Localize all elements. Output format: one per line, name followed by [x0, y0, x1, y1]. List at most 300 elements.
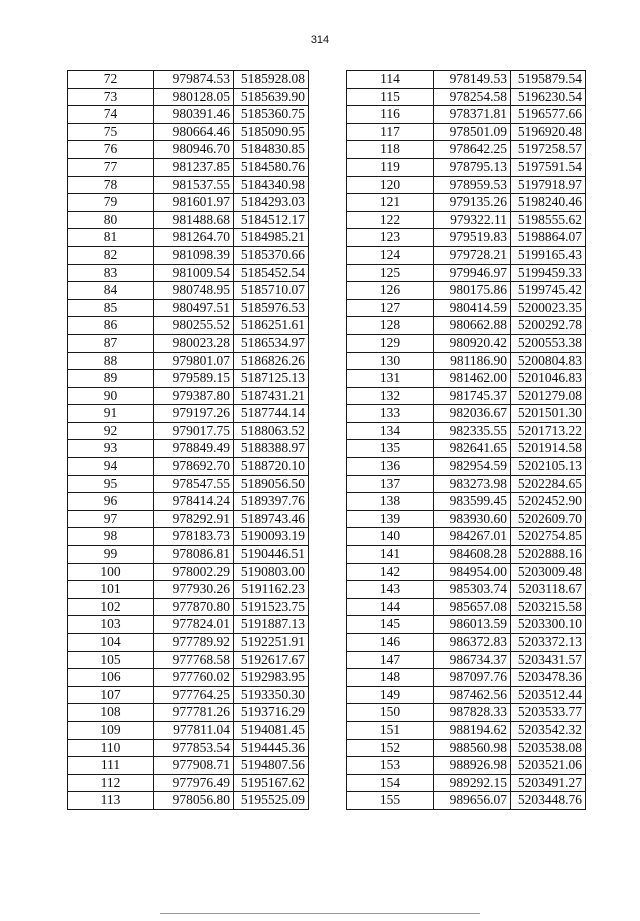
x-coordinate-cell: 980414.59: [434, 299, 511, 317]
table-row: [68, 405, 309, 423]
table-row: [68, 194, 309, 212]
point-number-cell: 130: [347, 352, 434, 370]
y-coordinate-cell: 5202754.85: [511, 528, 586, 546]
y-coordinate-cell: 5201713.22: [511, 422, 586, 440]
table-row: [68, 669, 309, 687]
point-number-cell: 148: [347, 669, 434, 687]
y-coordinate-cell: 5201046.83: [511, 370, 586, 388]
point-number-cell: 99: [68, 546, 154, 564]
table-row: [68, 598, 309, 616]
y-coordinate-cell: 5185639.90: [234, 88, 309, 106]
point-number-cell: 97: [68, 510, 154, 528]
point-number-cell: 133: [347, 405, 434, 423]
y-coordinate-cell: 5203533.77: [511, 704, 586, 722]
x-coordinate-cell: 980664.46: [154, 123, 234, 141]
point-number-cell: 122: [347, 211, 434, 229]
table-row: [68, 458, 309, 476]
table-row: [347, 123, 586, 141]
x-coordinate-cell: 980255.52: [154, 317, 234, 335]
x-coordinate-cell: 988194.62: [434, 721, 511, 739]
point-number-cell: 105: [68, 651, 154, 669]
table-row: [347, 176, 586, 194]
y-coordinate-cell: 5199459.33: [511, 264, 586, 282]
y-coordinate-cell: 5199745.42: [511, 282, 586, 300]
point-number-cell: 85: [68, 299, 154, 317]
y-coordinate-cell: 5203448.76: [511, 792, 586, 810]
y-coordinate-cell: 5196577.66: [511, 106, 586, 124]
point-number-cell: 146: [347, 634, 434, 652]
y-coordinate-cell: 5185090.95: [234, 123, 309, 141]
x-coordinate-cell: 986734.37: [434, 651, 511, 669]
x-coordinate-cell: 981462.00: [434, 370, 511, 388]
y-coordinate-cell: 5200292.78: [511, 317, 586, 335]
table-row: [347, 669, 586, 687]
coordinates-table-left: [67, 70, 309, 810]
table-row: [347, 721, 586, 739]
x-coordinate-cell: 982641.65: [434, 440, 511, 458]
point-number-cell: 84: [68, 282, 154, 300]
table-row: [68, 141, 309, 159]
y-coordinate-cell: 5184340.98: [234, 176, 309, 194]
point-number-cell: 123: [347, 229, 434, 247]
y-coordinate-cell: 5189056.50: [234, 475, 309, 493]
point-number-cell: 139: [347, 510, 434, 528]
x-coordinate-cell: 979589.15: [154, 370, 234, 388]
x-coordinate-cell: 980946.70: [154, 141, 234, 159]
y-coordinate-cell: 5185976.53: [234, 299, 309, 317]
point-number-cell: 109: [68, 721, 154, 739]
y-coordinate-cell: 5184580.76: [234, 158, 309, 176]
table-row: [347, 264, 586, 282]
point-number-cell: 118: [347, 141, 434, 159]
point-number-cell: 101: [68, 581, 154, 599]
x-coordinate-cell: 981264.70: [154, 229, 234, 247]
x-coordinate-cell: 980023.28: [154, 334, 234, 352]
table-row: [347, 88, 586, 106]
table-row: [347, 440, 586, 458]
table-row: [68, 651, 309, 669]
x-coordinate-cell: 983273.98: [434, 475, 511, 493]
point-number-cell: 75: [68, 123, 154, 141]
y-coordinate-cell: 5197258.57: [511, 141, 586, 159]
table-row: [347, 634, 586, 652]
y-coordinate-cell: 5189397.76: [234, 493, 309, 511]
point-number-cell: 92: [68, 422, 154, 440]
point-number-cell: 154: [347, 774, 434, 792]
x-coordinate-cell: 980748.95: [154, 282, 234, 300]
y-coordinate-cell: 5192983.95: [234, 669, 309, 687]
y-coordinate-cell: 5197918.97: [511, 176, 586, 194]
y-coordinate-cell: 5191162.23: [234, 581, 309, 599]
point-number-cell: 110: [68, 739, 154, 757]
y-coordinate-cell: 5186826.26: [234, 352, 309, 370]
x-coordinate-cell: 987462.56: [434, 686, 511, 704]
point-number-cell: 108: [68, 704, 154, 722]
point-number-cell: 98: [68, 528, 154, 546]
table-row: [68, 352, 309, 370]
x-coordinate-cell: 978795.13: [434, 158, 511, 176]
x-coordinate-cell: 983930.60: [434, 510, 511, 528]
x-coordinate-cell: 978501.09: [434, 123, 511, 141]
table-row: [347, 158, 586, 176]
table-row: [347, 282, 586, 300]
point-number-cell: 136: [347, 458, 434, 476]
point-number-cell: 143: [347, 581, 434, 599]
table-row: [347, 757, 586, 775]
point-number-cell: 89: [68, 370, 154, 388]
y-coordinate-cell: 5203521.06: [511, 757, 586, 775]
point-number-cell: 81: [68, 229, 154, 247]
y-coordinate-cell: 5203478.36: [511, 669, 586, 687]
table-row: [347, 792, 586, 810]
y-coordinate-cell: 5192251.91: [234, 634, 309, 652]
y-coordinate-cell: 5203431.57: [511, 651, 586, 669]
y-coordinate-cell: 5202609.70: [511, 510, 586, 528]
x-coordinate-cell: 977853.54: [154, 739, 234, 757]
x-coordinate-cell: 978692.70: [154, 458, 234, 476]
table-row: [68, 792, 309, 810]
page-number: 314: [310, 34, 330, 46]
x-coordinate-cell: 979017.75: [154, 422, 234, 440]
table-row: [347, 141, 586, 159]
point-number-cell: 129: [347, 334, 434, 352]
table-row: [347, 739, 586, 757]
table-row: [347, 510, 586, 528]
point-number-cell: 88: [68, 352, 154, 370]
x-coordinate-cell: 977976.49: [154, 774, 234, 792]
table-row: [68, 581, 309, 599]
x-coordinate-cell: 978849.49: [154, 440, 234, 458]
x-coordinate-cell: 981098.39: [154, 246, 234, 264]
y-coordinate-cell: 5201501.30: [511, 405, 586, 423]
point-number-cell: 93: [68, 440, 154, 458]
y-coordinate-cell: 5190803.00: [234, 563, 309, 581]
point-number-cell: 96: [68, 493, 154, 511]
bottom-rule: [160, 913, 480, 914]
point-number-cell: 83: [68, 264, 154, 282]
y-coordinate-cell: 5193716.29: [234, 704, 309, 722]
x-coordinate-cell: 977789.92: [154, 634, 234, 652]
x-coordinate-cell: 977760.02: [154, 669, 234, 687]
point-number-cell: 91: [68, 405, 154, 423]
point-number-cell: 104: [68, 634, 154, 652]
table-row: [347, 246, 586, 264]
table-row: [347, 422, 586, 440]
x-coordinate-cell: 984267.01: [434, 528, 511, 546]
x-coordinate-cell: 989292.15: [434, 774, 511, 792]
point-number-cell: 100: [68, 563, 154, 581]
table-row: [347, 475, 586, 493]
point-number-cell: 90: [68, 387, 154, 405]
point-number-cell: 73: [68, 88, 154, 106]
x-coordinate-cell: 980662.88: [434, 317, 511, 335]
point-number-cell: 141: [347, 546, 434, 564]
table-row: [347, 299, 586, 317]
y-coordinate-cell: 5188720.10: [234, 458, 309, 476]
x-coordinate-cell: 985303.74: [434, 581, 511, 599]
table-row: [68, 422, 309, 440]
table-row: [347, 686, 586, 704]
y-coordinate-cell: 5190093.19: [234, 528, 309, 546]
y-coordinate-cell: 5190446.51: [234, 546, 309, 564]
x-coordinate-cell: 977768.58: [154, 651, 234, 669]
x-coordinate-cell: 981488.68: [154, 211, 234, 229]
table-row: [68, 106, 309, 124]
point-number-cell: 125: [347, 264, 434, 282]
x-coordinate-cell: 981601.97: [154, 194, 234, 212]
x-coordinate-cell: 979387.80: [154, 387, 234, 405]
y-coordinate-cell: 5202105.13: [511, 458, 586, 476]
point-number-cell: 80: [68, 211, 154, 229]
table-row: [68, 563, 309, 581]
point-number-cell: 103: [68, 616, 154, 634]
x-coordinate-cell: 978086.81: [154, 546, 234, 564]
point-number-cell: 111: [68, 757, 154, 775]
table-row: [68, 370, 309, 388]
x-coordinate-cell: 983599.45: [434, 493, 511, 511]
x-coordinate-cell: 982954.59: [434, 458, 511, 476]
table-row: [347, 616, 586, 634]
x-coordinate-cell: 979728.21: [434, 246, 511, 264]
table-row: [68, 757, 309, 775]
x-coordinate-cell: 984608.28: [434, 546, 511, 564]
y-coordinate-cell: 5184293.03: [234, 194, 309, 212]
x-coordinate-cell: 979874.53: [154, 71, 234, 89]
x-coordinate-cell: 987097.76: [434, 669, 511, 687]
point-number-cell: 119: [347, 158, 434, 176]
x-coordinate-cell: 978292.91: [154, 510, 234, 528]
x-coordinate-cell: 979946.97: [434, 264, 511, 282]
point-number-cell: 128: [347, 317, 434, 335]
point-number-cell: 153: [347, 757, 434, 775]
y-coordinate-cell: 5193350.30: [234, 686, 309, 704]
x-coordinate-cell: 978056.80: [154, 792, 234, 810]
point-number-cell: 126: [347, 282, 434, 300]
point-number-cell: 121: [347, 194, 434, 212]
table-row: [347, 317, 586, 335]
y-coordinate-cell: 5184985.21: [234, 229, 309, 247]
table-row: [347, 352, 586, 370]
x-coordinate-cell: 978642.25: [434, 141, 511, 159]
point-number-cell: 144: [347, 598, 434, 616]
point-number-cell: 151: [347, 721, 434, 739]
table-row: [347, 581, 586, 599]
y-coordinate-cell: 5198240.46: [511, 194, 586, 212]
x-coordinate-cell: 981537.55: [154, 176, 234, 194]
y-coordinate-cell: 5195167.62: [234, 774, 309, 792]
y-coordinate-cell: 5184512.17: [234, 211, 309, 229]
y-coordinate-cell: 5203372.13: [511, 634, 586, 652]
y-coordinate-cell: 5199165.43: [511, 246, 586, 264]
y-coordinate-cell: 5203215.58: [511, 598, 586, 616]
y-coordinate-cell: 5185360.75: [234, 106, 309, 124]
y-coordinate-cell: 5203118.67: [511, 581, 586, 599]
x-coordinate-cell: 988926.98: [434, 757, 511, 775]
table-row: [68, 317, 309, 335]
table-row: [68, 616, 309, 634]
y-coordinate-cell: 5194081.45: [234, 721, 309, 739]
table-row: [347, 71, 586, 89]
table-row: [347, 704, 586, 722]
x-coordinate-cell: 977811.04: [154, 721, 234, 739]
x-coordinate-cell: 982036.67: [434, 405, 511, 423]
table-row: [347, 546, 586, 564]
point-number-cell: 152: [347, 739, 434, 757]
point-number-cell: 120: [347, 176, 434, 194]
y-coordinate-cell: 5184830.85: [234, 141, 309, 159]
y-coordinate-cell: 5187431.21: [234, 387, 309, 405]
table-row: [347, 106, 586, 124]
x-coordinate-cell: 981009.54: [154, 264, 234, 282]
x-coordinate-cell: 981237.85: [154, 158, 234, 176]
point-number-cell: 132: [347, 387, 434, 405]
x-coordinate-cell: 977824.01: [154, 616, 234, 634]
x-coordinate-cell: 978183.73: [154, 528, 234, 546]
point-number-cell: 116: [347, 106, 434, 124]
y-coordinate-cell: 5194807.56: [234, 757, 309, 775]
point-number-cell: 114: [347, 71, 434, 89]
table-row: [347, 598, 586, 616]
y-coordinate-cell: 5192617.67: [234, 651, 309, 669]
point-number-cell: 117: [347, 123, 434, 141]
table-row: [68, 440, 309, 458]
table-row: [68, 158, 309, 176]
y-coordinate-cell: 5185928.08: [234, 71, 309, 89]
point-number-cell: 137: [347, 475, 434, 493]
table-row: [347, 211, 586, 229]
table-row: [68, 739, 309, 757]
x-coordinate-cell: 979801.07: [154, 352, 234, 370]
x-coordinate-cell: 981745.37: [434, 387, 511, 405]
x-coordinate-cell: 980175.86: [434, 282, 511, 300]
y-coordinate-cell: 5197591.54: [511, 158, 586, 176]
point-number-cell: 142: [347, 563, 434, 581]
x-coordinate-cell: 979322.11: [434, 211, 511, 229]
point-number-cell: 124: [347, 246, 434, 264]
y-coordinate-cell: 5187125.13: [234, 370, 309, 388]
table-row: [68, 264, 309, 282]
y-coordinate-cell: 5203512.44: [511, 686, 586, 704]
y-coordinate-cell: 5196920.48: [511, 123, 586, 141]
table-row: [347, 405, 586, 423]
point-number-cell: 113: [68, 792, 154, 810]
x-coordinate-cell: 980391.46: [154, 106, 234, 124]
y-coordinate-cell: 5202888.16: [511, 546, 586, 564]
y-coordinate-cell: 5198864.07: [511, 229, 586, 247]
x-coordinate-cell: 979197.26: [154, 405, 234, 423]
x-coordinate-cell: 986013.59: [434, 616, 511, 634]
x-coordinate-cell: 978149.53: [434, 71, 511, 89]
table-row: [68, 721, 309, 739]
table-row: [68, 510, 309, 528]
table-row: [68, 387, 309, 405]
table-row: [68, 774, 309, 792]
point-number-cell: 131: [347, 370, 434, 388]
table-row: [347, 493, 586, 511]
y-coordinate-cell: 5188388.97: [234, 440, 309, 458]
y-coordinate-cell: 5185710.07: [234, 282, 309, 300]
x-coordinate-cell: 981186.90: [434, 352, 511, 370]
point-number-cell: 78: [68, 176, 154, 194]
y-coordinate-cell: 5185452.54: [234, 264, 309, 282]
x-coordinate-cell: 977781.26: [154, 704, 234, 722]
y-coordinate-cell: 5196230.54: [511, 88, 586, 106]
point-number-cell: 145: [347, 616, 434, 634]
table-row: [68, 493, 309, 511]
table-row: [68, 211, 309, 229]
y-coordinate-cell: 5195525.09: [234, 792, 309, 810]
y-coordinate-cell: 5200553.38: [511, 334, 586, 352]
y-coordinate-cell: 5202284.65: [511, 475, 586, 493]
table-row: [68, 634, 309, 652]
point-number-cell: 107: [68, 686, 154, 704]
x-coordinate-cell: 978547.55: [154, 475, 234, 493]
y-coordinate-cell: 5186251.61: [234, 317, 309, 335]
table-row: [347, 774, 586, 792]
point-number-cell: 94: [68, 458, 154, 476]
y-coordinate-cell: 5189743.46: [234, 510, 309, 528]
table-row: [68, 282, 309, 300]
y-coordinate-cell: 5188063.52: [234, 422, 309, 440]
table-row: [68, 176, 309, 194]
table-row: [68, 123, 309, 141]
y-coordinate-cell: 5203491.27: [511, 774, 586, 792]
x-coordinate-cell: 978254.58: [434, 88, 511, 106]
y-coordinate-cell: 5201914.58: [511, 440, 586, 458]
coordinates-table-right: [346, 70, 586, 810]
table-row: [347, 229, 586, 247]
x-coordinate-cell: 978414.24: [154, 493, 234, 511]
point-number-cell: 82: [68, 246, 154, 264]
x-coordinate-cell: 986372.83: [434, 634, 511, 652]
point-number-cell: 102: [68, 598, 154, 616]
point-number-cell: 147: [347, 651, 434, 669]
point-number-cell: 106: [68, 669, 154, 687]
point-number-cell: 127: [347, 299, 434, 317]
table-row: [68, 686, 309, 704]
table-row: [68, 334, 309, 352]
point-number-cell: 74: [68, 106, 154, 124]
y-coordinate-cell: 5187744.14: [234, 405, 309, 423]
table-row: [347, 563, 586, 581]
point-number-cell: 95: [68, 475, 154, 493]
point-number-cell: 76: [68, 141, 154, 159]
table-row: [68, 546, 309, 564]
table-row: [347, 387, 586, 405]
y-coordinate-cell: 5201279.08: [511, 387, 586, 405]
x-coordinate-cell: 988560.98: [434, 739, 511, 757]
table-row: [347, 651, 586, 669]
x-coordinate-cell: 985657.08: [434, 598, 511, 616]
table-row: [68, 528, 309, 546]
x-coordinate-cell: 987828.33: [434, 704, 511, 722]
table-row: [347, 458, 586, 476]
x-coordinate-cell: 984954.00: [434, 563, 511, 581]
y-coordinate-cell: 5203009.48: [511, 563, 586, 581]
point-number-cell: 86: [68, 317, 154, 335]
table-row: [68, 475, 309, 493]
point-number-cell: 135: [347, 440, 434, 458]
y-coordinate-cell: 5203538.08: [511, 739, 586, 757]
y-coordinate-cell: 5203300.10: [511, 616, 586, 634]
y-coordinate-cell: 5203542.32: [511, 721, 586, 739]
x-coordinate-cell: 978002.29: [154, 563, 234, 581]
table-row: [347, 528, 586, 546]
x-coordinate-cell: 977930.26: [154, 581, 234, 599]
x-coordinate-cell: 977870.80: [154, 598, 234, 616]
x-coordinate-cell: 978959.53: [434, 176, 511, 194]
point-number-cell: 149: [347, 686, 434, 704]
